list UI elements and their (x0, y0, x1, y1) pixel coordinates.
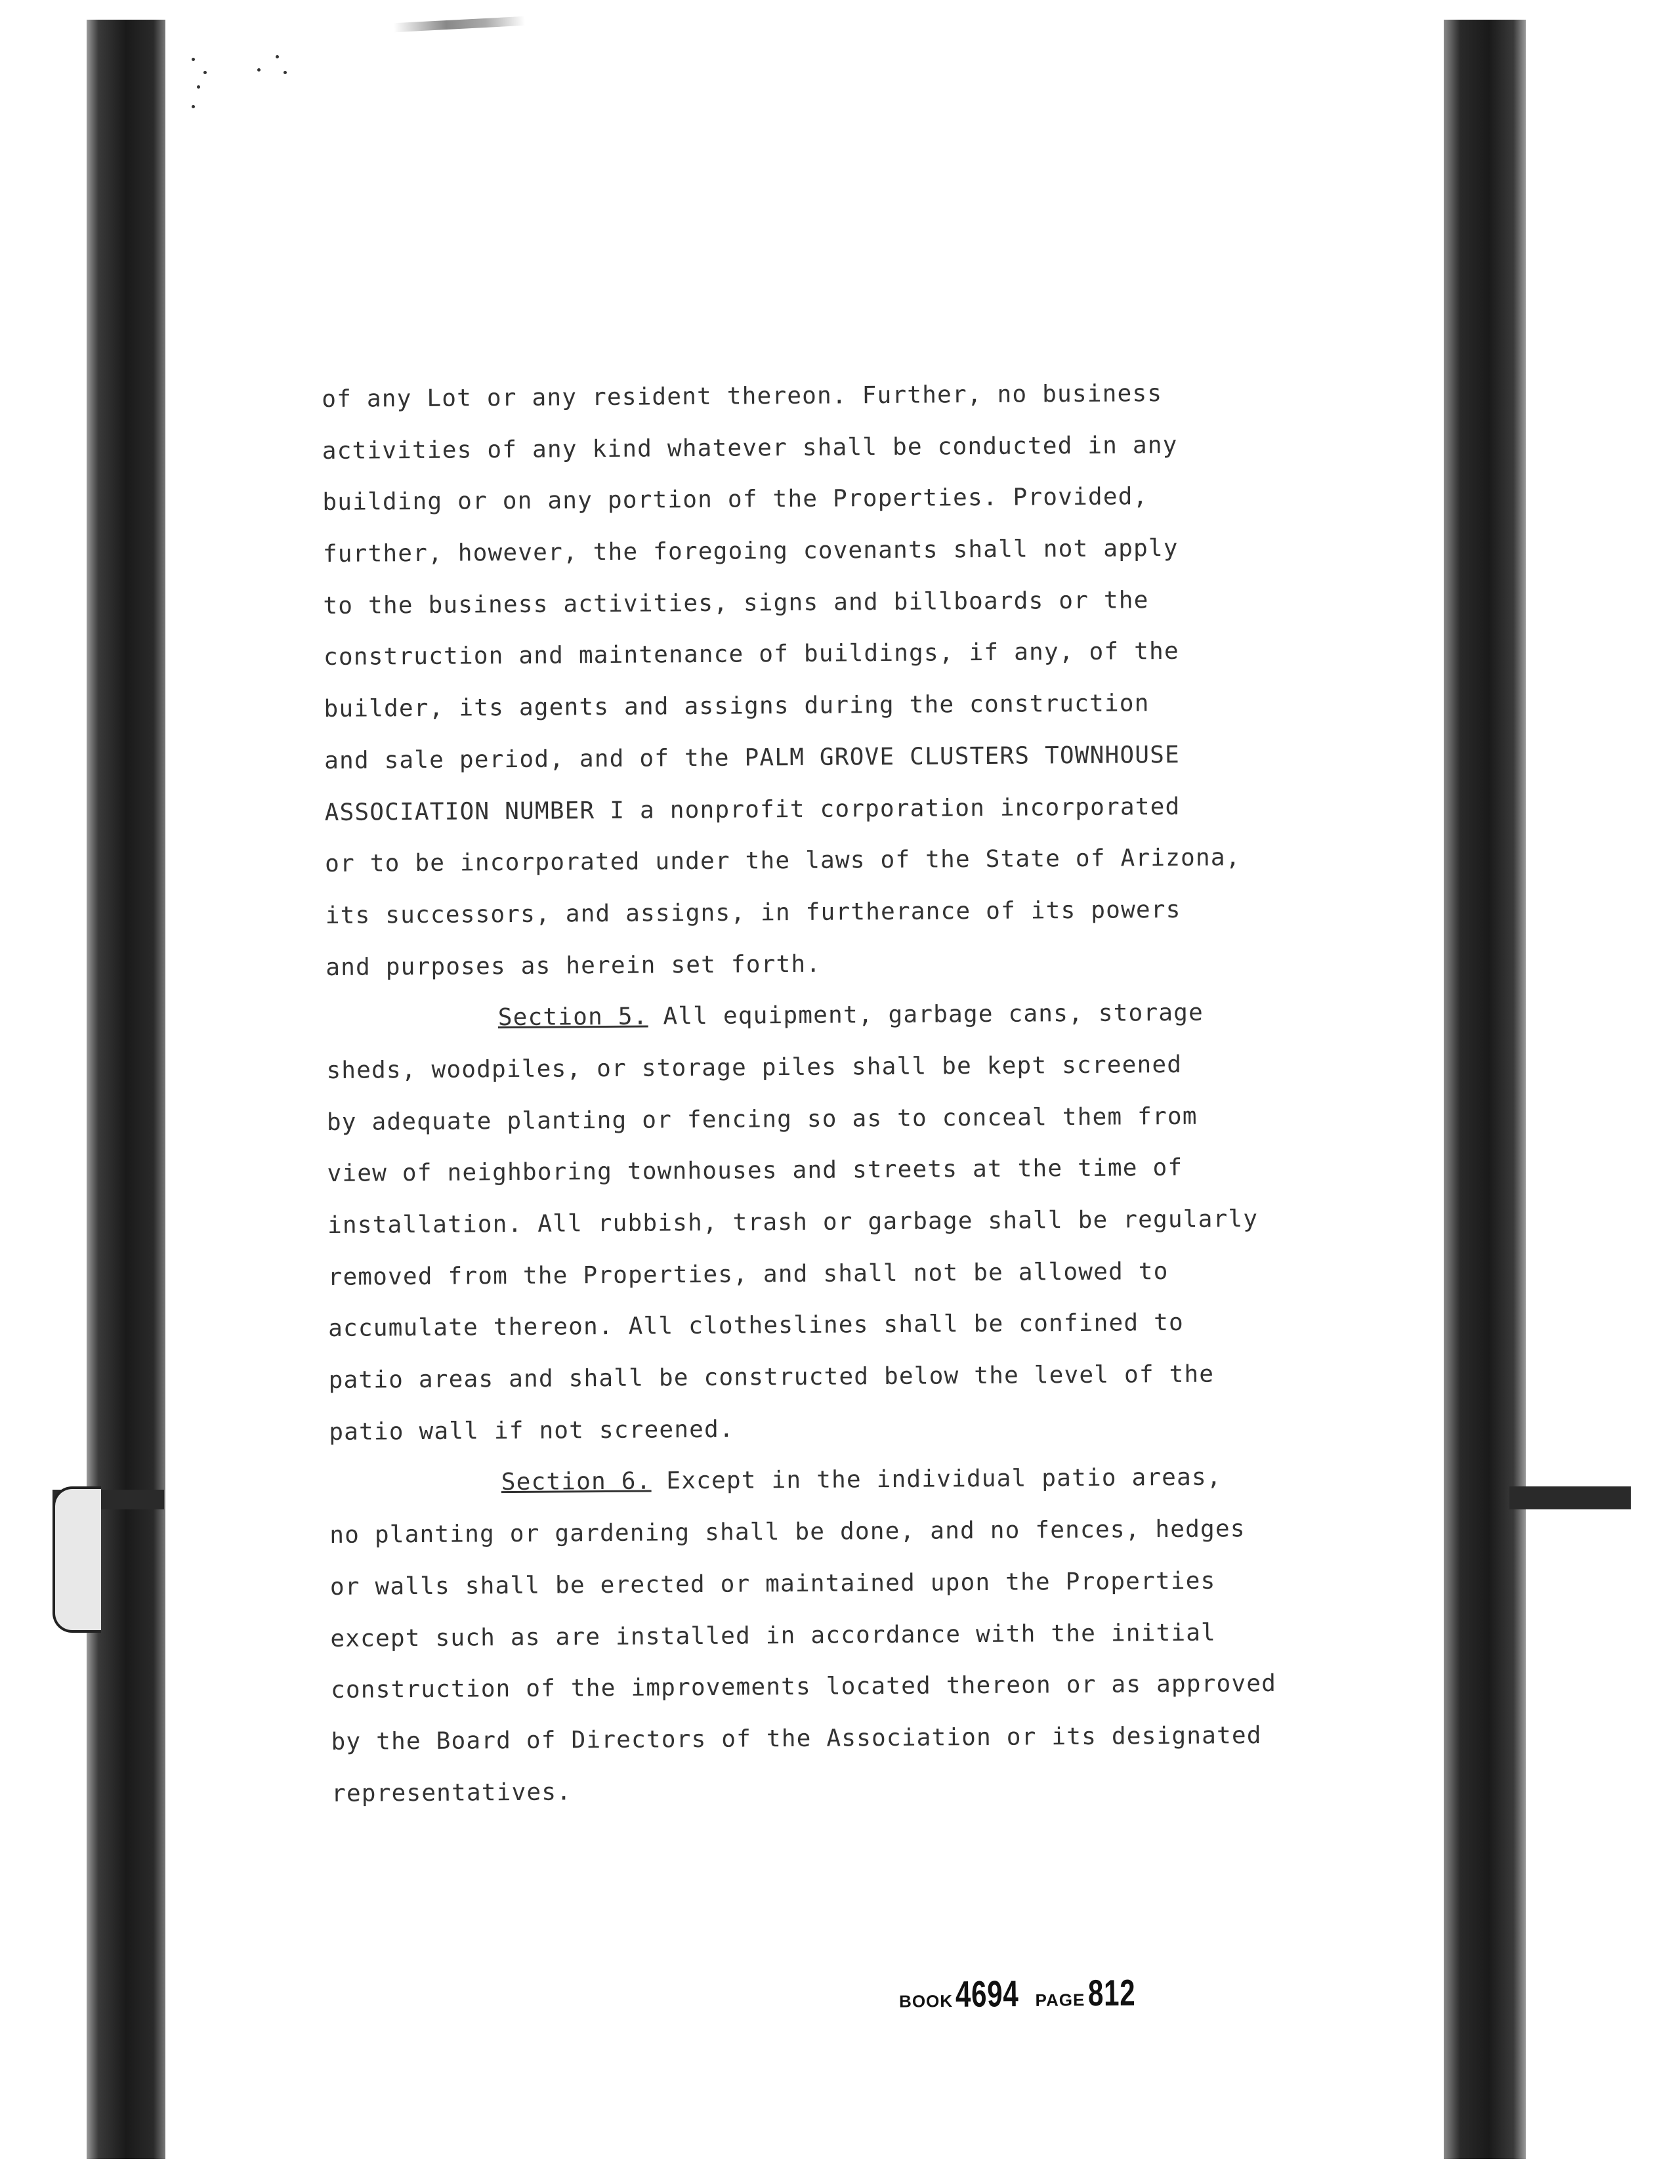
text-line: sheds, woodpiles, or storage piles shall be kept screened (326, 1051, 1183, 1084)
text-line: construction and maintenance of buildings, if any, of the (323, 638, 1179, 671)
page-label: PAGE (1035, 1990, 1085, 2010)
text-line: ASSOCIATION NUMBER I a nonprofit corporation incorporated (324, 793, 1181, 826)
text-line: of any Lot or any resident thereon. Further, no business (322, 380, 1163, 413)
scan-speck (276, 55, 279, 58)
text-line: and purposes as herein set forth. (326, 950, 822, 981)
text-line: removed from the Properties, and shall not be allowed to (327, 1257, 1169, 1291)
text-line: its successors, and assigns, in furtherance of its powers (325, 896, 1181, 929)
text-line: except such as are installed in accordance with the initial (330, 1619, 1217, 1652)
section-5-first-text: All equipment, garbage cans, storage (648, 999, 1204, 1030)
section-5-heading: Section 5. (497, 1003, 648, 1032)
text-line: activities of any kind whatever shall be conducted in any (322, 431, 1178, 465)
page-number: 812 (1087, 1971, 1136, 2014)
binder-clip-right (1509, 1486, 1631, 1509)
scan-shadow-left (87, 20, 165, 2159)
text-line: patio areas and shall be constructed below the level of the (328, 1360, 1215, 1395)
book-label: BOOK (898, 1990, 954, 2011)
text-line: builder, its agents and assigns during the construction (324, 690, 1150, 723)
text-line: by adequate planting or fencing so as to conceal them from (326, 1102, 1198, 1136)
body-text (322, 367, 1368, 1820)
scan-speck (284, 71, 287, 74)
book-number: 4694 (956, 1973, 1020, 2015)
text-line: accumulate thereon. All clotheslines shall be confined to (328, 1309, 1185, 1343)
scan-speck (192, 105, 195, 108)
text-line: patio wall if not screened. (329, 1416, 734, 1446)
text-line: no planting or gardening shall be done, and no fences, hedges (329, 1515, 1246, 1549)
text-line: to the business activities, signs and billboards or the (323, 586, 1149, 620)
scan-shadow-right (1444, 20, 1526, 2159)
scan-speck (192, 58, 195, 61)
text-line: construction of the improvements located thereon or as approved (330, 1670, 1277, 1704)
text-line: or to be incorporated under the laws of the State of Arizona, (325, 844, 1241, 878)
section-6-first-text: Except in the individual patio areas, (651, 1463, 1222, 1495)
text-line: building or on any portion of the Properties. Provided, (322, 483, 1148, 516)
scan-speck (203, 71, 207, 74)
text-line: or walls shall be erected or maintained upon the Properties (329, 1567, 1216, 1601)
binder-ring-left (52, 1486, 101, 1633)
text-line: further, however, the foregoing covenants shall not apply (322, 534, 1179, 568)
text-line: and sale period, and of the PALM GROVE CLUSTERS TOWNHOUSE (324, 741, 1181, 774)
book-page-stamp (899, 1971, 1152, 2015)
text-line: installation. All rubbish, trash or garbage shall be regularly (327, 1206, 1259, 1239)
text-line: view of neighboring townhouses and streets at the time of (327, 1154, 1183, 1188)
section-6-first-line (329, 1451, 1367, 1510)
scan-speck (257, 68, 261, 72)
scan-speck (197, 85, 200, 89)
scan-smudge (394, 16, 525, 32)
text-line: representatives. (331, 1778, 572, 1807)
section-6-heading: Section 6. (501, 1467, 652, 1496)
text-line: by the Board of Directors of the Association or its designated (331, 1721, 1262, 1755)
section-5-first-line (326, 986, 1364, 1045)
